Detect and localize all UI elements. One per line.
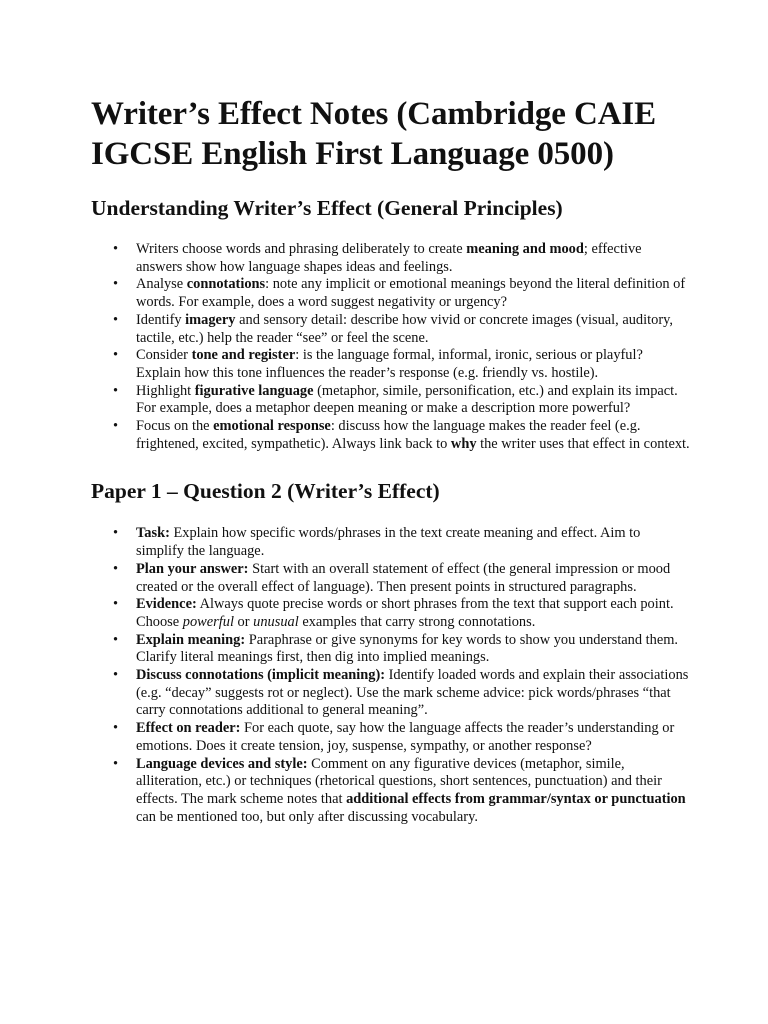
list-item: • Identify imagery and sensory detail: describe how vivid or concrete images (visual, auditory, tactile, etc.) help the reader “see” or feel the scene. bbox=[113, 311, 673, 346]
bullet-icon: • bbox=[113, 241, 119, 257]
list-item: • Focus on the emotional response: discuss how the language makes the reader feel (e.g. frightened, excited, sympathetic). Always link back to why the writer uses that effect in context. bbox=[113, 418, 690, 452]
list-item: • Consider tone and register: is the language formal, informal, ironic, serious or playful? Explain how this tone influences the reader’s response (e.g. friendly vs. hostile). bbox=[113, 347, 643, 381]
bullet-icon: • bbox=[113, 347, 119, 364]
list-item: • Analyse connotations: note any implicit or emotional meanings beyond the literal definition of words. For example, does a word suggest negativity or urgency? bbox=[113, 276, 686, 311]
bullet-icon: • bbox=[113, 418, 119, 435]
section-heading-general-principles: Understanding Writer’s Effect (General Principles) bbox=[91, 196, 563, 220]
bullet-icon: • bbox=[113, 525, 119, 542]
general-principles-list bbox=[91, 241, 691, 453]
list-item: • Writers choose words and phrasing deliberately to create meaning and mood; effective answers show how language shapes ideas and feelings. bbox=[113, 241, 642, 275]
list-item: • Evidence: Always quote precise words or short phrases from the text that support each point. Choose powerful or unusual examples that carry strong connotations. bbox=[113, 596, 674, 630]
bullet-icon: • bbox=[113, 560, 119, 577]
bullet-icon: • bbox=[113, 720, 119, 737]
list-item: • Plan your answer: Start with an overall statement of effect (the general impression or mood created or the overall effect of language). Then present points in structured paragraphs. bbox=[113, 560, 671, 595]
bullet-icon: • bbox=[113, 596, 119, 613]
list-item: • Explain meaning: Paraphrase or give synonyms for key words to show you understand them. Clarify literal meanings first, then dig into implied meanings. bbox=[113, 631, 678, 666]
bullet-icon: • bbox=[113, 276, 119, 293]
list-item: • Highlight figurative language (metaphor, simile, personification, etc.) and explain its impact. For example, does a metaphor deepen meaning or make a description more powerful? bbox=[113, 382, 678, 417]
section-heading-paper1-question2: Paper 1 – Question 2 (Writer’s Effect) bbox=[91, 479, 440, 504]
list-item: • Language devices and style: Comment on any figurative devices (metaphor, simile, alliteration, etc.) or techniques (rhetorical questions, short sentences, punctuation) and their effects. The mark scheme notes that additional effects from grammar/syntax or punctuation can be mentioned too, but only after discussing vocabulary. bbox=[113, 755, 686, 825]
bullet-icon: • bbox=[113, 631, 119, 648]
bullet-icon: • bbox=[113, 755, 119, 772]
list-item: • Discuss connotations (implicit meaning): Identify loaded words and explain their associations (e.g. “decay” suggests rot or neglect). Use the mark scheme advice: pick words/phrases “that carry connotations additional to general meaning”. bbox=[113, 667, 689, 719]
list-item: • Task: Explain how specific words/phrases in the text create meaning and effect. Aim to simplify the language. bbox=[113, 525, 641, 560]
document-title: Writer’s Effect Notes (Cambridge CAIE IGCSE English First Language 0500) bbox=[91, 96, 657, 172]
bullet-icon: • bbox=[113, 667, 119, 684]
list-item: • Effect on reader: For each quote, say how the language affects the reader’s understanding or emotions. Does it create tension, joy, suspense, sympathy, or another response? bbox=[113, 720, 675, 754]
paper1-question2-list bbox=[91, 525, 691, 826]
bullet-icon: • bbox=[113, 311, 119, 328]
document-page bbox=[91, 94, 691, 826]
bullet-icon: • bbox=[113, 382, 119, 399]
